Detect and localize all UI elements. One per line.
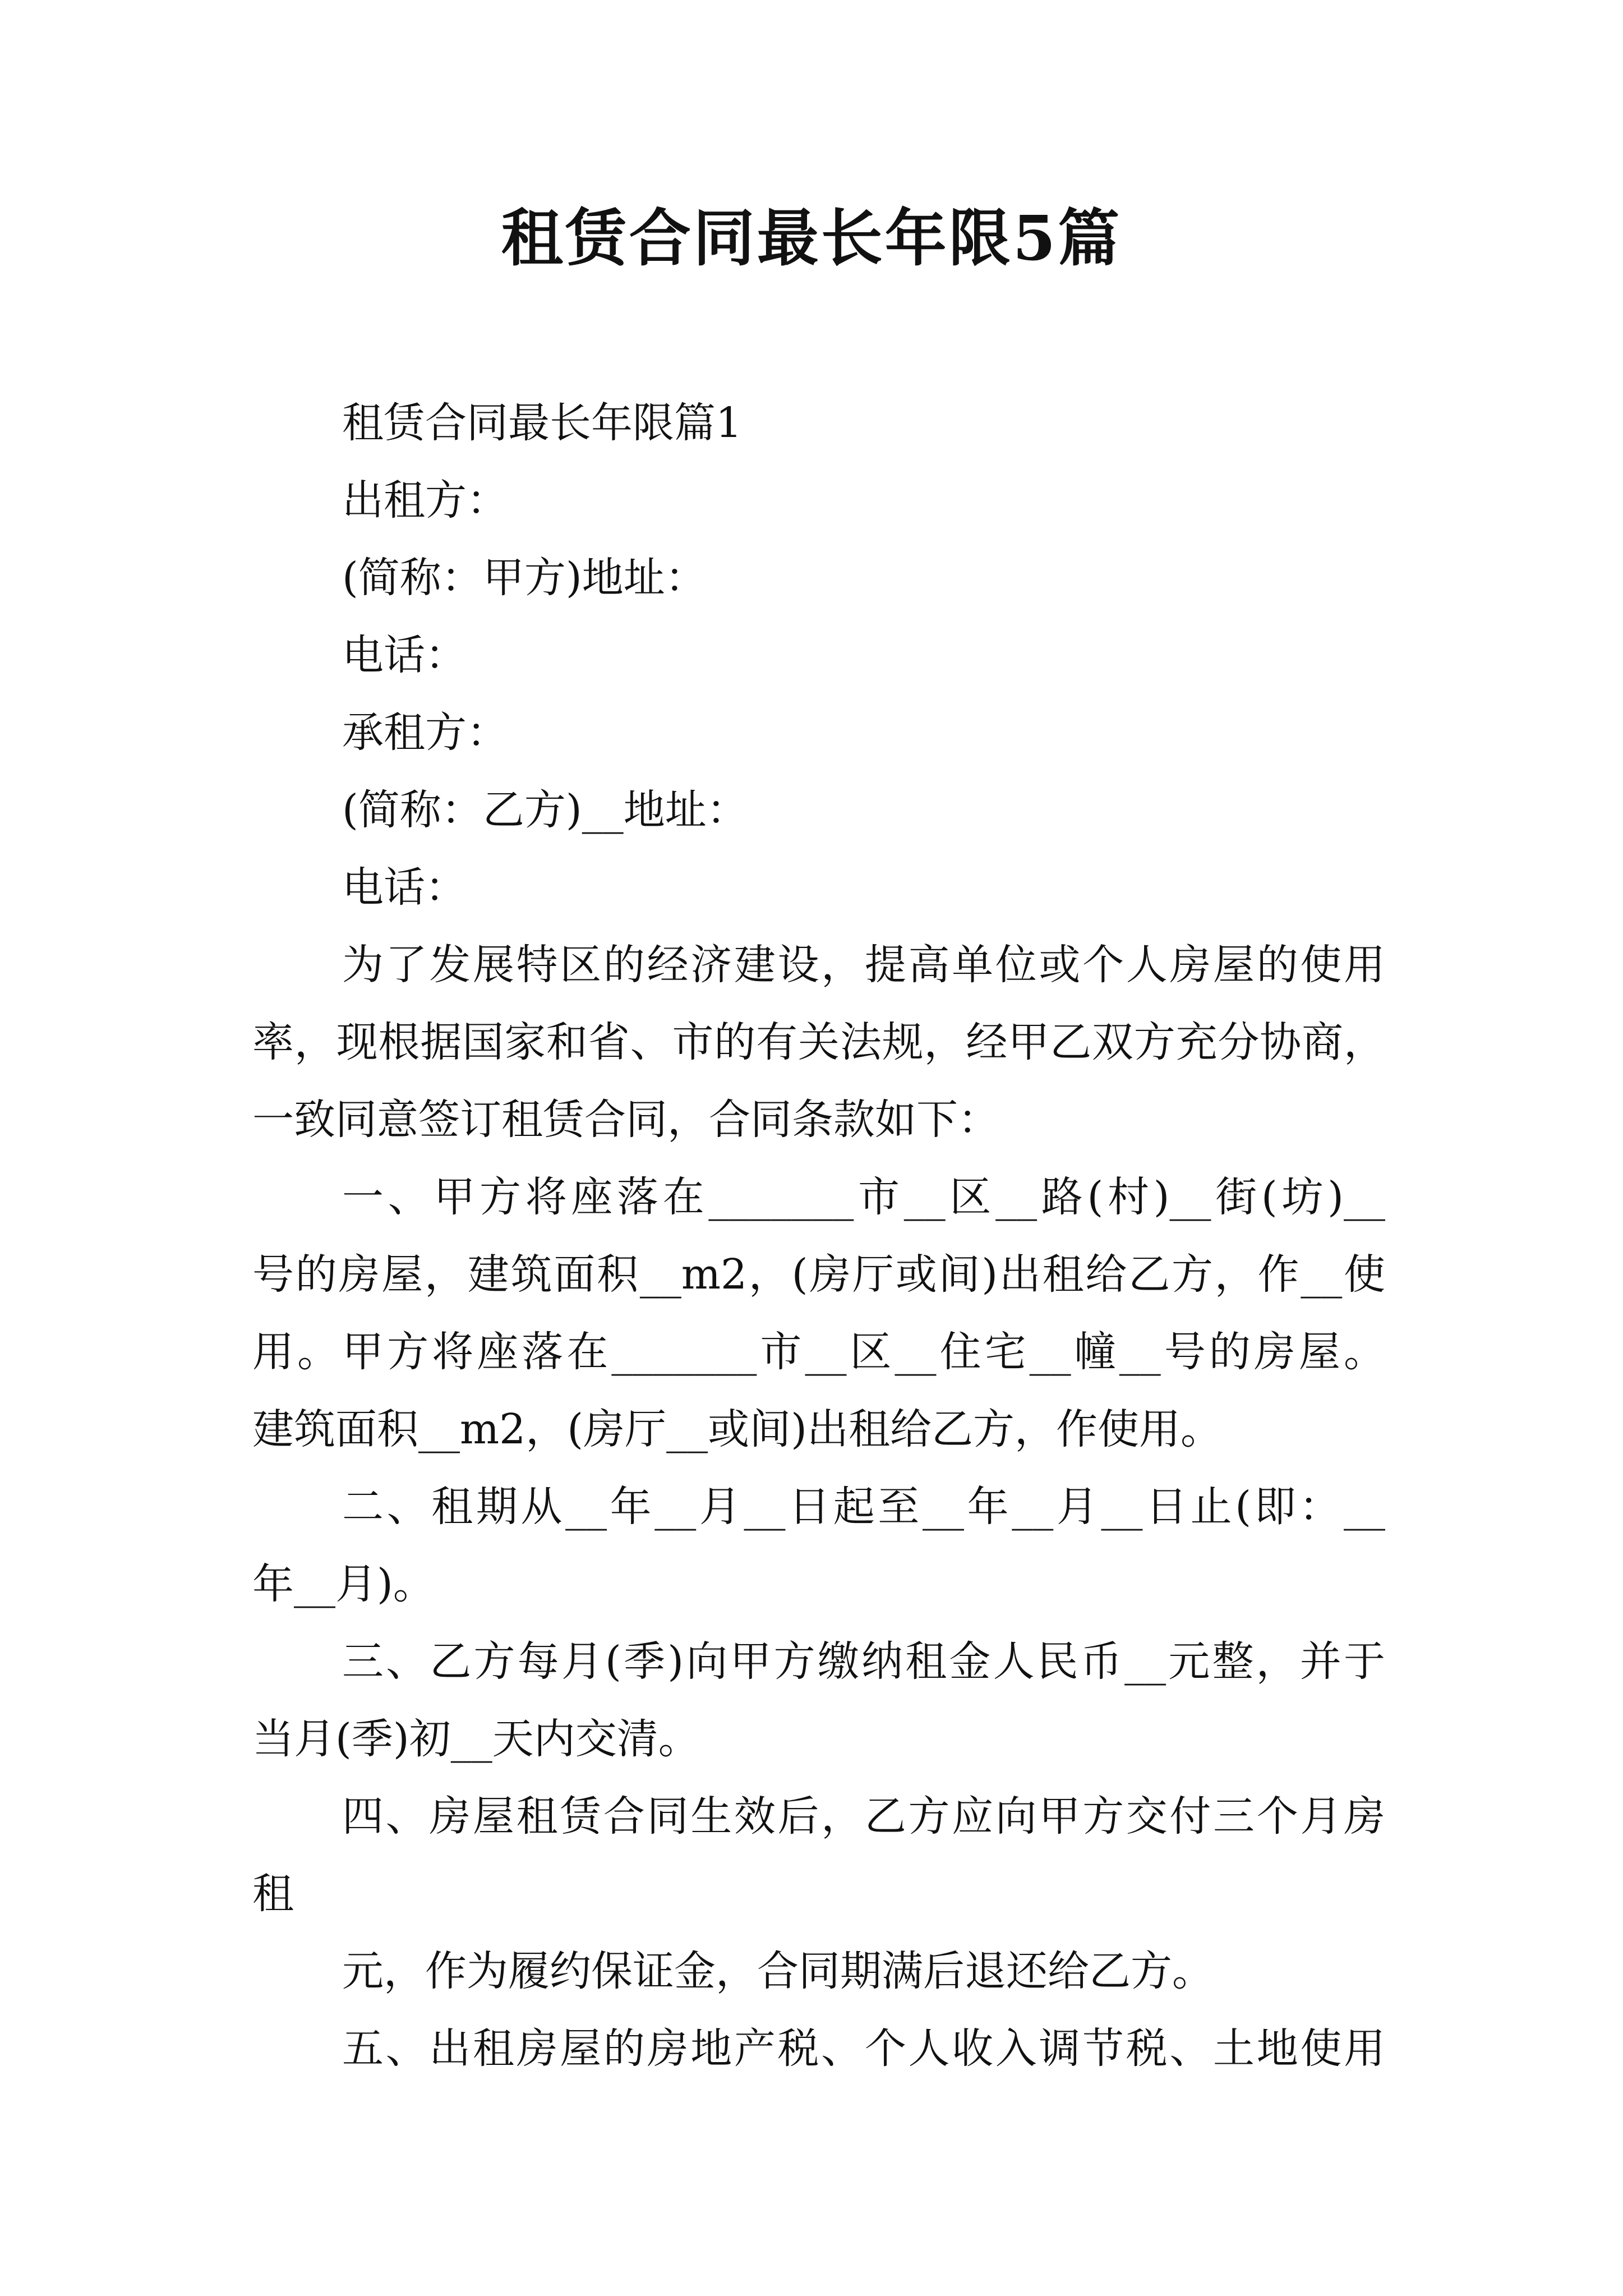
clause-1-line: 用。甲方将座落在_______市__区__住宅__幢__号的房屋。 <box>252 1328 1385 1376</box>
section-heading: 租赁合同最长年限篇1 <box>342 399 743 447</box>
clause-1-line: 号的房屋，建筑面积__m2，(房厅或间)出租给乙方，作__使 <box>252 1250 1385 1299</box>
lessor-label: 出租方： <box>342 476 508 524</box>
preamble-line: 一致同意签订租赁合同，合同条款如下： <box>252 1096 999 1144</box>
clause-1-line: 一、甲方将座落在_______市__区__路(村)__街(坊)__ <box>342 1173 1385 1221</box>
clause-4-line: 四、房屋租赁合同生效后，乙方应向甲方交付三个月房 <box>342 1792 1385 1841</box>
document-body <box>252 384 1385 2087</box>
clause-4-line: 租 <box>252 1870 294 1918</box>
preamble-line: 率，现根据国家和省、市的有关法规，经甲乙双方充分协商， <box>252 1018 1385 1066</box>
lessor-phone-label: 电话： <box>342 631 467 679</box>
clause-5-line: 五、出租房屋的房地产税、个人收入调节税、土地使用 <box>342 2024 1385 2073</box>
clause-2-line: 二、租期从__年__月__日起至__年__月__日止(即：__ <box>342 1483 1385 1531</box>
clause-4-line: 元，作为履约保证金，合同期满后退还给乙方。 <box>342 1947 1214 1995</box>
document-title: 租赁合同最长年限5篇 <box>501 202 1122 274</box>
lessee-phone-label: 电话： <box>342 863 467 912</box>
clause-2-line: 年__月)。 <box>252 1560 435 1608</box>
clause-1-line: 建筑面积__m2，(房厅__或间)出租给乙方，作使用。 <box>252 1405 1222 1453</box>
lessee-address-label: (简称：乙方)__地址： <box>342 786 748 834</box>
clause-3-line: 当月(季)初__天内交清。 <box>252 1715 700 1763</box>
lessee-label: 承租方： <box>342 708 508 757</box>
lessor-address-label: (简称：甲方)地址： <box>342 554 707 602</box>
clause-3-line: 三、乙方每月(季)向甲方缴纳租金人民币__元整，并于 <box>342 1637 1385 1686</box>
preamble-line: 为了发展特区的经济建设，提高单位或个人房屋的使用 <box>342 941 1385 989</box>
